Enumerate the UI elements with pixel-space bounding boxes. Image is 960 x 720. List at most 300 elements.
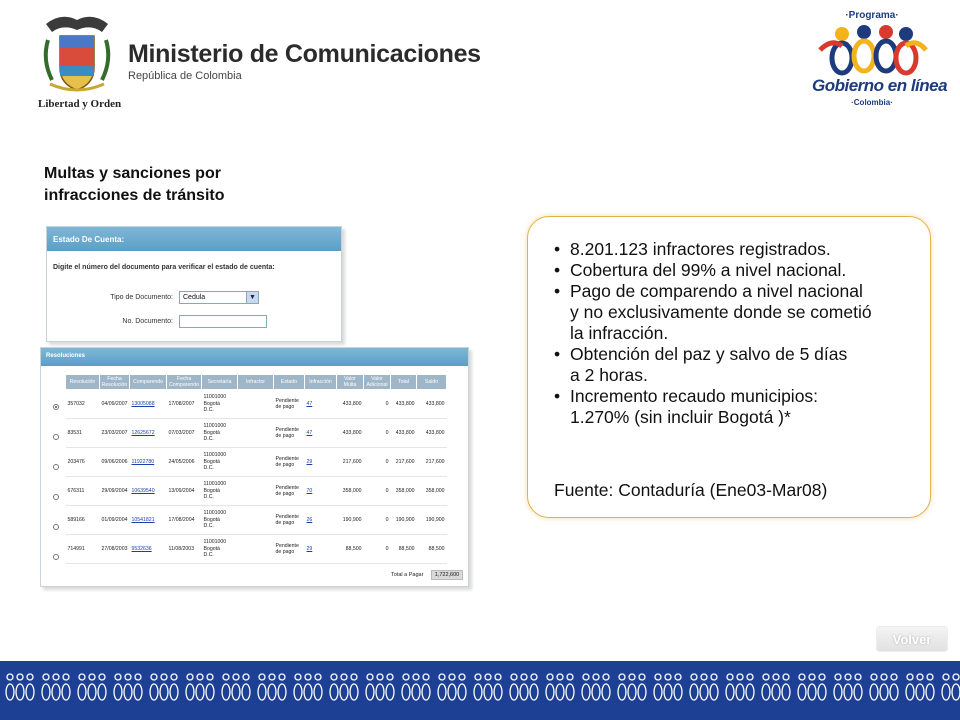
resoluciones-table [65,374,447,564]
person-head [315,674,321,680]
table-cell-total: 433,800 [391,390,417,419]
cell-line: Pendiente [275,542,299,549]
table-cell-fecha_res: 09/06/2006 [100,448,130,477]
person-body [952,684,960,700]
person-head [521,674,527,680]
person-head [367,674,373,680]
person-head [413,674,419,680]
person-head [691,674,697,680]
person-head [439,674,445,680]
person-body [530,684,538,700]
highlights-list [554,239,930,428]
resoluciones-panel [40,347,469,587]
row-select-radio[interactable] [53,434,59,440]
person-body [782,684,790,700]
table-cell-adicional: 0 [364,390,391,419]
person-body [196,684,204,700]
table-cell-secretaria [202,535,238,564]
doc-type-row [47,291,343,305]
person-head [809,674,815,680]
total-value: 1,722,600 [431,570,463,580]
table-cell-infractor [238,390,274,419]
cell-line: Bogotá [203,487,220,494]
table-cell-infractor [238,477,274,506]
person-head [63,674,69,680]
comparendo-link[interactable]: 10639540 [131,487,155,494]
person-body [690,684,698,700]
cell-line: D.C. [203,436,214,443]
person-body [808,684,816,700]
program-logo [812,10,948,110]
person-body [726,684,734,700]
cell-line: Bogotá [203,429,220,436]
person-head [701,674,707,680]
cell-line: de pago [275,520,295,526]
person-body [890,684,898,700]
person-head [7,674,13,680]
person-head [511,674,517,680]
person-body [222,684,230,700]
person-body [494,684,502,700]
table-cell-infractor [238,535,274,564]
comparendo-link[interactable]: 10541821 [131,516,155,523]
table-cell-infraccion[interactable] [305,419,337,448]
cell-line: 11001000 [203,481,227,488]
person-body [510,684,518,700]
table-cell-infraccion[interactable] [305,506,337,535]
person-head [151,674,157,680]
table-cell-comparendo[interactable] [130,535,167,564]
person-body [916,684,924,700]
cell-line: 11001000 [203,539,227,546]
volver-button[interactable]: Volver [876,626,948,652]
person-body [232,684,240,700]
row-select-radio[interactable] [53,464,59,470]
estado-de-cuenta-panel [46,226,342,342]
person-head [89,674,95,680]
person-head [403,674,409,680]
person-head [305,674,311,680]
person-head [341,674,347,680]
person-head [43,674,49,680]
person-body [134,684,142,700]
person-head [665,674,671,680]
people-group-icon [812,10,932,80]
table-cell-adicional: 0 [364,448,391,477]
person-body [114,684,122,700]
col-header: Total [391,375,417,390]
person-head [819,674,825,680]
person-head [727,674,733,680]
person-body [186,684,194,700]
person-head [279,674,285,680]
highlight-item [554,344,930,386]
doc-number-input[interactable] [179,315,267,328]
person-head [783,674,789,680]
person-head [331,674,337,680]
table-cell-secretaria [202,419,238,448]
person-body [26,684,34,700]
ministry-motto: Libertad y Orden [38,98,122,110]
col-header: Valor Adicional [364,375,391,390]
infraccion-link[interactable]: 29 [306,545,313,552]
person-head [295,674,301,680]
page-title: Multas y sanciones por infracciones de tránsito [44,165,225,204]
person-head [197,674,203,680]
table-row[interactable] [66,448,447,477]
person-body [854,684,862,700]
table-row[interactable] [66,419,447,448]
infraccion-link[interactable]: 29 [306,458,313,465]
table-cell-total: 217,600 [391,448,417,477]
table-cell-fecha_comp: 17/08/2004 [167,506,202,535]
person-head [377,674,383,680]
table-cell-valor: 88,500 [337,535,364,564]
highlight-item [554,386,930,428]
infraccion-link[interactable]: 47 [306,400,313,407]
person-head [835,674,841,680]
cell-line: de pago [275,491,295,497]
footer-band [0,661,960,720]
table-cell-fecha_res: 29/09/2004 [100,477,130,506]
table-cell-saldo: 433,800 [417,390,447,419]
cell-line: Pendiente [275,455,299,462]
infraccion-link[interactable]: 47 [306,429,313,436]
person-body [654,684,662,700]
person-body [98,684,106,700]
person-head [79,674,85,680]
table-cell-comparendo[interactable] [130,419,167,448]
col-header: Fecha Comparendo [167,375,202,390]
person-body [160,684,168,700]
table-cell-comparendo[interactable] [130,390,167,419]
comparendo-link[interactable]: 13005088 [131,400,155,407]
person-body [870,684,878,700]
highlight-item [554,239,930,260]
person-body [350,684,358,700]
person-body [798,684,806,700]
table-cell-infraccion[interactable] [305,390,337,419]
person-head [583,674,589,680]
col-header: Infracción [305,375,337,390]
table-cell-valor: 433,800 [337,390,364,419]
program-label: ·Programa· [845,10,899,21]
person-body [700,684,708,700]
person-body [366,684,374,700]
cell-line: de pago [275,462,295,468]
table-cell-saldo: 358,000 [417,477,447,506]
person-head [135,674,141,680]
table-row[interactable] [66,390,447,419]
table-cell-total: 88,500 [391,535,417,564]
person-body [906,684,914,700]
person-head [655,674,661,680]
table-cell-estado [274,390,305,419]
highlight-item [554,281,930,344]
person-head [675,674,681,680]
person-head [171,674,177,680]
person-body [834,684,842,700]
highlight-line: y no exclusivamente donde se cometió [570,302,872,322]
table-cell-infractor [238,506,274,535]
person-body [438,684,446,700]
person-head [943,674,949,680]
table-cell-estado [274,477,305,506]
highlight-line: • Pago de comparendo a nivel nacional [570,281,863,301]
person-body [844,684,852,700]
person-head [531,674,537,680]
person-body [402,684,410,700]
person-body [330,684,338,700]
table-cell-estado [274,535,305,564]
person-head [125,674,131,680]
person-body [170,684,178,700]
table-cell-saldo: 217,600 [417,448,447,477]
person-head [485,674,491,680]
person-body [124,684,132,700]
table-cell-total: 433,800 [391,419,417,448]
person-head [871,674,877,680]
table-cell-fecha_res: 01/09/2004 [100,506,130,535]
table-cell-fecha_res: 27/08/2003 [100,535,130,564]
row-select-radio[interactable] [53,404,59,410]
resoluciones-header: Resoluciones [41,348,468,366]
highlight-line: • 8.201.123 infractores registrados. [570,239,831,259]
table-cell-infraccion[interactable] [305,535,337,564]
person-body [278,684,286,700]
table-cell-fecha_comp: 17/08/2007 [167,390,202,419]
table-cell-estado [274,419,305,448]
highlight-line: 1.270% (sin incluir Bogotá )* [570,407,791,427]
table-cell-secretaria [202,390,238,419]
table-cell-fecha_comp: 07/03/2007 [167,419,202,448]
table-cell-infractor [238,448,274,477]
person-body [664,684,672,700]
table-cell-saldo: 433,800 [417,419,447,448]
table-cell-resolucion: 357032 [66,390,100,419]
person-body [736,684,744,700]
ministry-logo [36,10,481,115]
person-body [206,684,214,700]
table-cell-infraccion[interactable] [305,477,337,506]
table-row[interactable] [66,506,447,535]
table-cell-resolucion: 714991 [66,535,100,564]
person-head [207,674,213,680]
person-body [88,684,96,700]
table-header-row [66,375,447,390]
table-cell-fecha_res: 04/09/2007 [100,390,130,419]
person-body [942,684,950,700]
person-head [269,674,275,680]
person-head [737,674,743,680]
person-body [458,684,466,700]
person-head [763,674,769,680]
person-body [78,684,86,700]
person-head [547,674,553,680]
person-body [674,684,682,700]
person-body [520,684,528,700]
comparendo-link[interactable]: 12625672 [131,429,155,436]
highlight-line: • Incremento recaudo municipios: [570,386,819,406]
table-cell-resolucion: 589166 [66,506,100,535]
table-cell-secretaria [202,506,238,535]
table-cell-comparendo[interactable] [130,506,167,535]
person-body [628,684,636,700]
table-cell-resolucion: 83531 [66,419,100,448]
person-head [495,674,501,680]
person-head [593,674,599,680]
person-body [448,684,456,700]
person-head [711,674,717,680]
person-head [567,674,573,680]
col-header: Valor Multa [337,375,364,390]
person-body [880,684,888,700]
person-head [799,674,805,680]
person-head [459,674,465,680]
table-cell-resolucion: 203476 [66,448,100,477]
person-body [304,684,312,700]
table-cell-saldo: 190,900 [417,506,447,535]
cell-line: Bogotá [203,458,220,465]
person-body [582,684,590,700]
table-cell-total: 190,900 [391,506,417,535]
source-note: Fuente: Contaduría (Ene03-Mar08) [554,480,828,500]
cell-line: Bogotá [203,400,220,407]
person-head [17,674,23,680]
person-head [449,674,455,680]
table-cell-infraccion[interactable] [305,448,337,477]
person-head [907,674,913,680]
cell-line: Pendiente [275,397,299,404]
person-body [412,684,420,700]
table-cell-saldo: 88,500 [417,535,447,564]
table-cell-adicional: 0 [364,477,391,506]
highlights-callout [527,216,931,518]
table-row[interactable] [66,535,447,564]
col-header: Estado [274,375,305,390]
cell-line: Pendiente [275,484,299,491]
doc-number-label: No. Documento: [122,318,173,325]
comparendo-link[interactable]: 11922780 [131,458,155,465]
person-head [187,674,193,680]
person-head [881,674,887,680]
doc-number-row [47,315,343,329]
person-head [259,674,265,680]
person-head [917,674,923,680]
person-body [422,684,430,700]
person-body [258,684,266,700]
person-body [376,684,384,700]
table-cell-adicional: 0 [364,535,391,564]
person-body [52,684,60,700]
person-body [242,684,250,700]
estado-instruction: Digite el número del documento para verificar el estado de cuenta: [53,264,275,271]
table-cell-estado [274,506,305,535]
person-body [386,684,394,700]
cell-line: 11001000 [203,510,227,517]
person-head [953,674,959,680]
person-head [891,674,897,680]
table-cell-comparendo[interactable] [130,477,167,506]
highlight-line: la infracción. [570,323,669,343]
row-select-radio[interactable] [53,494,59,500]
person-body [556,684,564,700]
highlight-line: • Obtención del paz y salvo de 5 días [570,344,848,364]
chevron-down-icon[interactable]: ▼ [246,292,258,303]
table-cell-fecha_comp: 11/08/2003 [167,535,202,564]
person-head [115,674,121,680]
cell-line: de pago [275,549,295,555]
person-body [546,684,554,700]
person-head [53,674,59,680]
person-body [340,684,348,700]
doc-type-select[interactable] [179,291,259,304]
person-body [926,684,934,700]
table-cell-comparendo[interactable] [130,448,167,477]
doc-type-label: Tipo de Documento: [110,294,173,301]
infraccion-link[interactable]: 26 [306,516,313,523]
infraccion-link[interactable]: 70 [306,487,313,494]
person-body [314,684,322,700]
person-body [772,684,780,700]
cell-line: de pago [275,433,295,439]
highlight-line: a 2 horas. [570,365,648,385]
person-body [762,684,770,700]
cell-line: D.C. [203,552,214,559]
person-head [161,674,167,680]
person-body [16,684,24,700]
person-head [773,674,779,680]
highlight-line: • Cobertura del 99% a nivel nacional. [570,260,847,280]
col-header: Saldo [417,375,447,390]
cell-line: de pago [275,404,295,410]
table-cell-adicional: 0 [364,506,391,535]
table-cell-estado [274,448,305,477]
person-body [618,684,626,700]
table-cell-valor: 190,900 [337,506,364,535]
col-header: Fecha Resolución [100,375,130,390]
table-cell-resolucion: 676311 [66,477,100,506]
ministry-name: Ministerio de Comunicaciones [128,40,481,68]
row-select-radio[interactable] [53,524,59,530]
table-cell-fecha_res: 23/03/2007 [100,419,130,448]
person-body [474,684,482,700]
cell-line: Bogotá [203,516,220,523]
program-name: Gobierno en línea [812,76,948,95]
person-body [62,684,70,700]
row-select-radio[interactable] [53,554,59,560]
person-head [475,674,481,680]
person-body [746,684,754,700]
cell-line: Pendiente [275,426,299,433]
cell-line: D.C. [203,494,214,501]
cell-line: 11001000 [203,394,227,401]
ministry-subtitle: República de Colombia [128,70,242,82]
table-cell-secretaria [202,477,238,506]
cell-line: 11001000 [203,423,227,430]
person-body [42,684,50,700]
table-cell-fecha_comp: 13/09/2004 [167,477,202,506]
person-body [484,684,492,700]
table-row[interactable] [66,477,447,506]
person-head [629,674,635,680]
doc-type-value: Cedula [183,294,206,301]
table-cell-adicional: 0 [364,419,391,448]
person-head [27,674,33,680]
person-head [423,674,429,680]
table-cell-infractor [238,419,274,448]
comparendo-link[interactable]: 9532636 [131,545,152,552]
